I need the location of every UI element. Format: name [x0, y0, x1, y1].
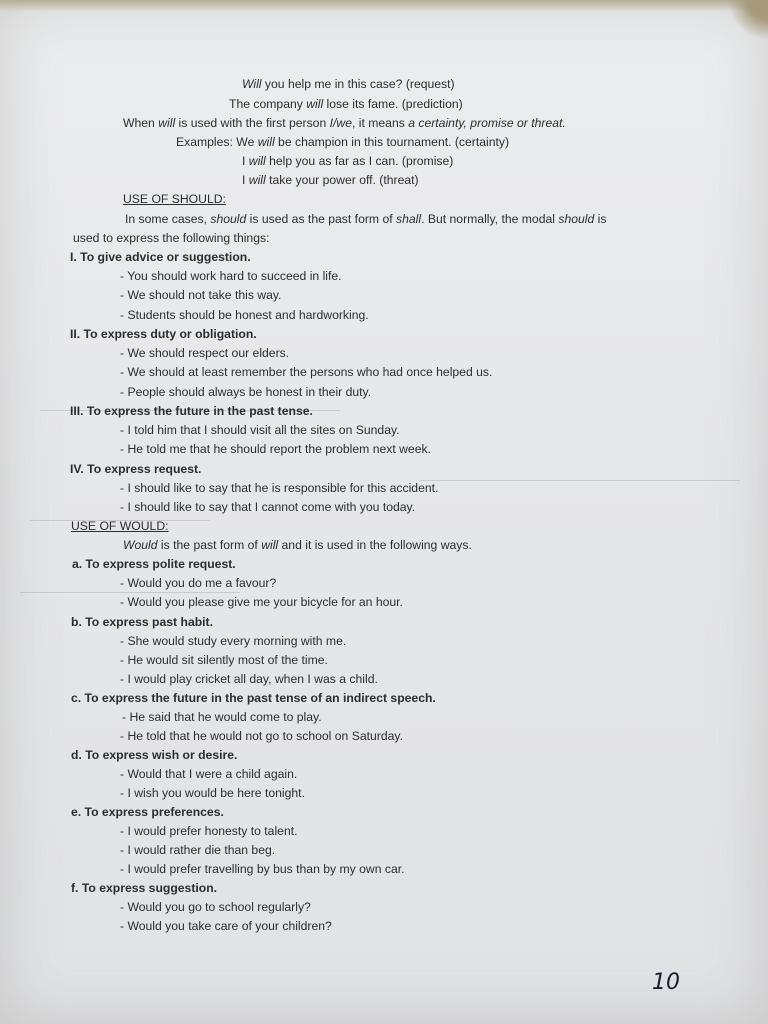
list-item: - I told him that I should visit all the sites on Sunday. [120, 423, 400, 437]
subheading-past-habit: b. To express past habit. [71, 615, 213, 629]
list-item: - I would play cricket all day, when I was a child. [120, 672, 378, 686]
list-item: - I wish you would be here tonight. [120, 786, 305, 800]
list-item: - I would prefer honesty to talent. [120, 824, 298, 838]
page-number: 10 [652, 970, 680, 995]
list-item: - He told me that he should report the problem next week. [120, 442, 431, 456]
subheading-suggestion: f. To express suggestion. [71, 881, 218, 895]
subheading-request: IV. To express request. [70, 462, 202, 476]
subheading-polite-request: a. To express polite request. [72, 557, 236, 571]
list-item: - I should like to say that he is responsible for this accident. [120, 481, 439, 495]
subheading-indirect-speech: c. To express the future in the past tense of an indirect speech. [71, 691, 436, 705]
heading-use-of-would: USE OF WOULD: [71, 519, 169, 533]
example-certainty: Examples: We will be champion in this tournament. (certainty) [176, 135, 510, 149]
subheading-duty: II. To express duty or obligation. [70, 327, 257, 341]
heading-use-of-should: USE OF SHOULD: [123, 192, 226, 206]
list-item: - Students should be honest and hardworking. [120, 308, 369, 322]
list-item: - Would that I were a child again. [120, 767, 298, 781]
list-item: - Would you do me a favour? [120, 576, 277, 590]
list-item: - You should work hard to succeed in life. [120, 269, 342, 283]
example-request: Will you help me in this case? (request) [242, 77, 455, 91]
example-prediction: The company will lose its fame. (prediction) [229, 97, 463, 111]
will-first-person-note: When will is used with the first person I/we, it means a certainty, promise or threat. [123, 116, 566, 130]
list-item: - He would sit silently most of the time. [120, 653, 328, 667]
list-item: - People should always be honest in their duty. [120, 385, 372, 399]
subheading-wish: d. To express wish or desire. [71, 748, 238, 762]
list-item: - She would study every morning with me. [120, 634, 347, 648]
list-item: - Would you take care of your children? [120, 919, 332, 933]
subheading-advice: I. To give advice or suggestion. [70, 250, 251, 264]
example-promise: I will help you as far as I can. (promise) [242, 154, 454, 168]
list-item: - I should like to say that I cannot come with you today. [120, 500, 416, 514]
list-item: - Would you please give me your bicycle for an hour. [120, 595, 403, 609]
subheading-preferences: e. To express preferences. [71, 805, 224, 819]
list-item: - Would you go to school regularly? [120, 900, 311, 914]
list-item: - We should respect our elders. [120, 346, 290, 360]
should-intro-cont: used to express the following things: [73, 231, 270, 245]
should-intro: In some cases, should is used as the past form of shall. But normally, the modal should is [125, 212, 607, 226]
list-item: - He told that he would not go to school on Saturday. [120, 729, 403, 743]
list-item: - We should at least remember the persons who had once helped us. [120, 365, 493, 379]
would-intro: Would is the past form of will and it is used in the following ways. [123, 538, 472, 552]
example-threat: I will take your power off. (threat) [242, 173, 419, 187]
list-item: - He said that he would come to play. [122, 710, 322, 724]
subheading-future-past: III. To express the future in the past tense. [70, 404, 313, 418]
list-item: - I would rather die than beg. [120, 843, 276, 857]
list-item: - We should not take this way. [120, 288, 282, 302]
list-item: - I would prefer travelling by bus than by my own car. [120, 862, 405, 876]
